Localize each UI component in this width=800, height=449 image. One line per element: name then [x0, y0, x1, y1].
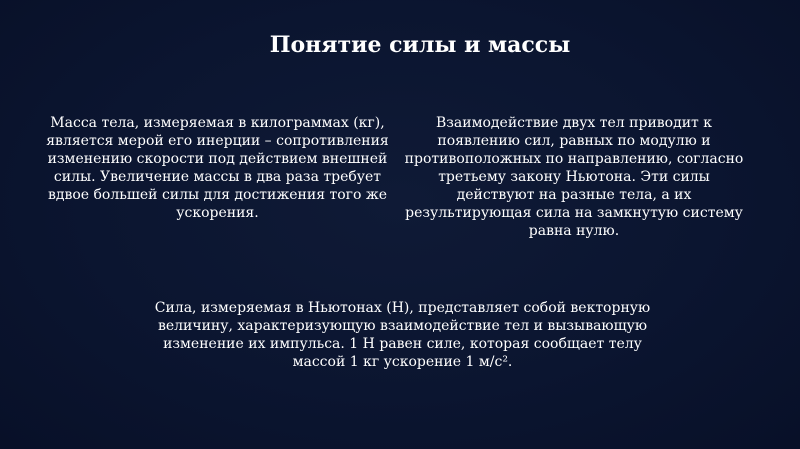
slide-title: Понятие силы и массы — [269, 32, 571, 58]
paragraph-interaction: Взаимодействие двух тел приводит к появлению сил, равных по модулю и противоположных по направлению, согласно третьему закону Ньютона. Эти силы действуют на разные тела, а их результирующая сила на замкнутую систему равна нулю. — [404, 115, 744, 239]
paragraph-mass: Масса тела, измеряемая в килограммах (кг), является мерой его инерции – сопротивления изменению скорости под действием внешней силы. Увеличение массы в два раза требует вдвое большей силы для достижения того же ускорения. — [46, 115, 389, 221]
paragraph-force: Сила, измеряемая в Ньютонах (Н), представляет собой векторную величину, характеризующую взаимодействие тел и вызывающую изменение их импульса. 1 Н равен силе, которая сообщает телу массой 1 кг ускорение 1 м/с². — [154, 300, 651, 370]
